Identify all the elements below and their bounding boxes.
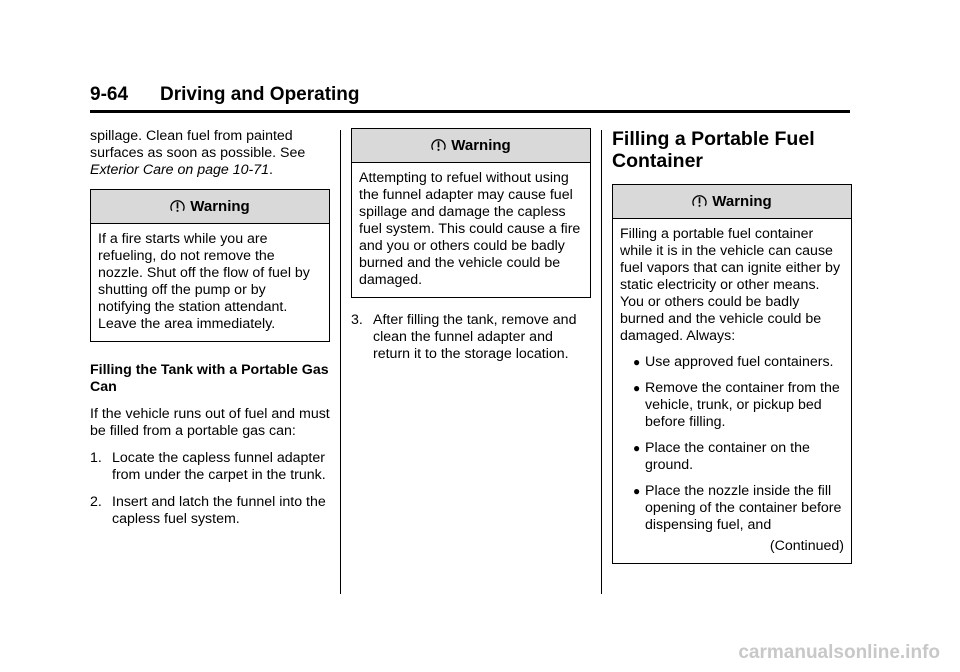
steps-list	[90, 450, 330, 528]
section-heading: Filling a Portable Fuel Container	[612, 128, 815, 172]
page-number: 9-64	[90, 84, 129, 105]
warning-title: Warning	[190, 198, 250, 215]
bullet-icon: ●	[633, 381, 641, 395]
warning-title: Warning	[451, 137, 511, 154]
warning-box-fire	[90, 189, 330, 342]
list-item: 1. Locate the capless funnel adapter from under the carpet in the trunk.	[90, 450, 326, 483]
page-header	[90, 82, 850, 113]
warning-header	[613, 185, 851, 219]
bullet-icon: ●	[633, 355, 641, 369]
warning-text: Attempting to refuel without using the funnel adapter may cause fuel spillage and damage the capless fuel system. This could cause a fire and you or others could be badly burned and the vehicle could be damaged.	[359, 170, 581, 288]
warning-symbol-icon	[692, 194, 707, 209]
section-title: Driving and Operating	[160, 84, 360, 105]
steps-list-continued	[351, 312, 591, 363]
bullet-icon: ●	[633, 441, 641, 455]
instruction-paragraph: If the vehicle runs out of fuel and must be filled from a portable gas can:	[90, 406, 330, 439]
warning-header	[352, 129, 590, 163]
continued-label: (Continued)	[769, 538, 844, 554]
bullet-list	[620, 354, 844, 534]
warning-box-funnel	[351, 128, 591, 298]
column-2	[351, 128, 591, 363]
warning-box-portable-container	[612, 184, 852, 564]
column-1	[90, 128, 330, 528]
column-3	[612, 128, 852, 564]
warning-text: Filling a portable fuel container while it is in the vehicle can cause fuel vapors that can ignite either by static electricity or other means. You or others could be badly burned and the vehicle could be damaged. Always:	[620, 226, 841, 344]
list-item: ● Remove the container from the vehicle, trunk, or pickup bed before filling.	[633, 380, 840, 430]
cross-reference-link[interactable]: Exterior Care on page 10-71	[90, 162, 270, 178]
list-item: 3. After filling the tank, remove and clean the funnel adapter and return it to the storage location.	[351, 312, 577, 362]
list-item: ● Use approved fuel containers.	[633, 354, 834, 370]
warning-header	[91, 190, 329, 224]
warning-text: If a fire starts while you are refueling, do not remove the nozzle. Shut off the flow of fuel by shutting off the pump or by notifying the station attendant. Leave the area immediately.	[98, 231, 310, 332]
list-item: ● Place the nozzle inside the fill opening of the container before dispensing fuel, and	[633, 483, 842, 533]
warning-symbol-icon	[431, 138, 446, 153]
intro-paragraph: spillage. Clean fuel from painted surfaces as soon as possible. See Exterior Care on page 10-71.	[90, 128, 306, 178]
column-divider-1	[340, 130, 341, 594]
warning-symbol-icon	[170, 199, 185, 214]
watermark: carmanualsonline.info	[738, 642, 940, 663]
list-item: ● Place the container on the ground.	[633, 440, 810, 473]
bullet-icon: ●	[633, 484, 641, 498]
list-item: 2. Insert and latch the funnel into the capless fuel system.	[90, 494, 326, 527]
subheading-portable-gas-can: Filling the Tank with a Portable Gas Can	[90, 362, 329, 395]
column-divider-2	[601, 130, 602, 594]
warning-title: Warning	[712, 193, 772, 210]
